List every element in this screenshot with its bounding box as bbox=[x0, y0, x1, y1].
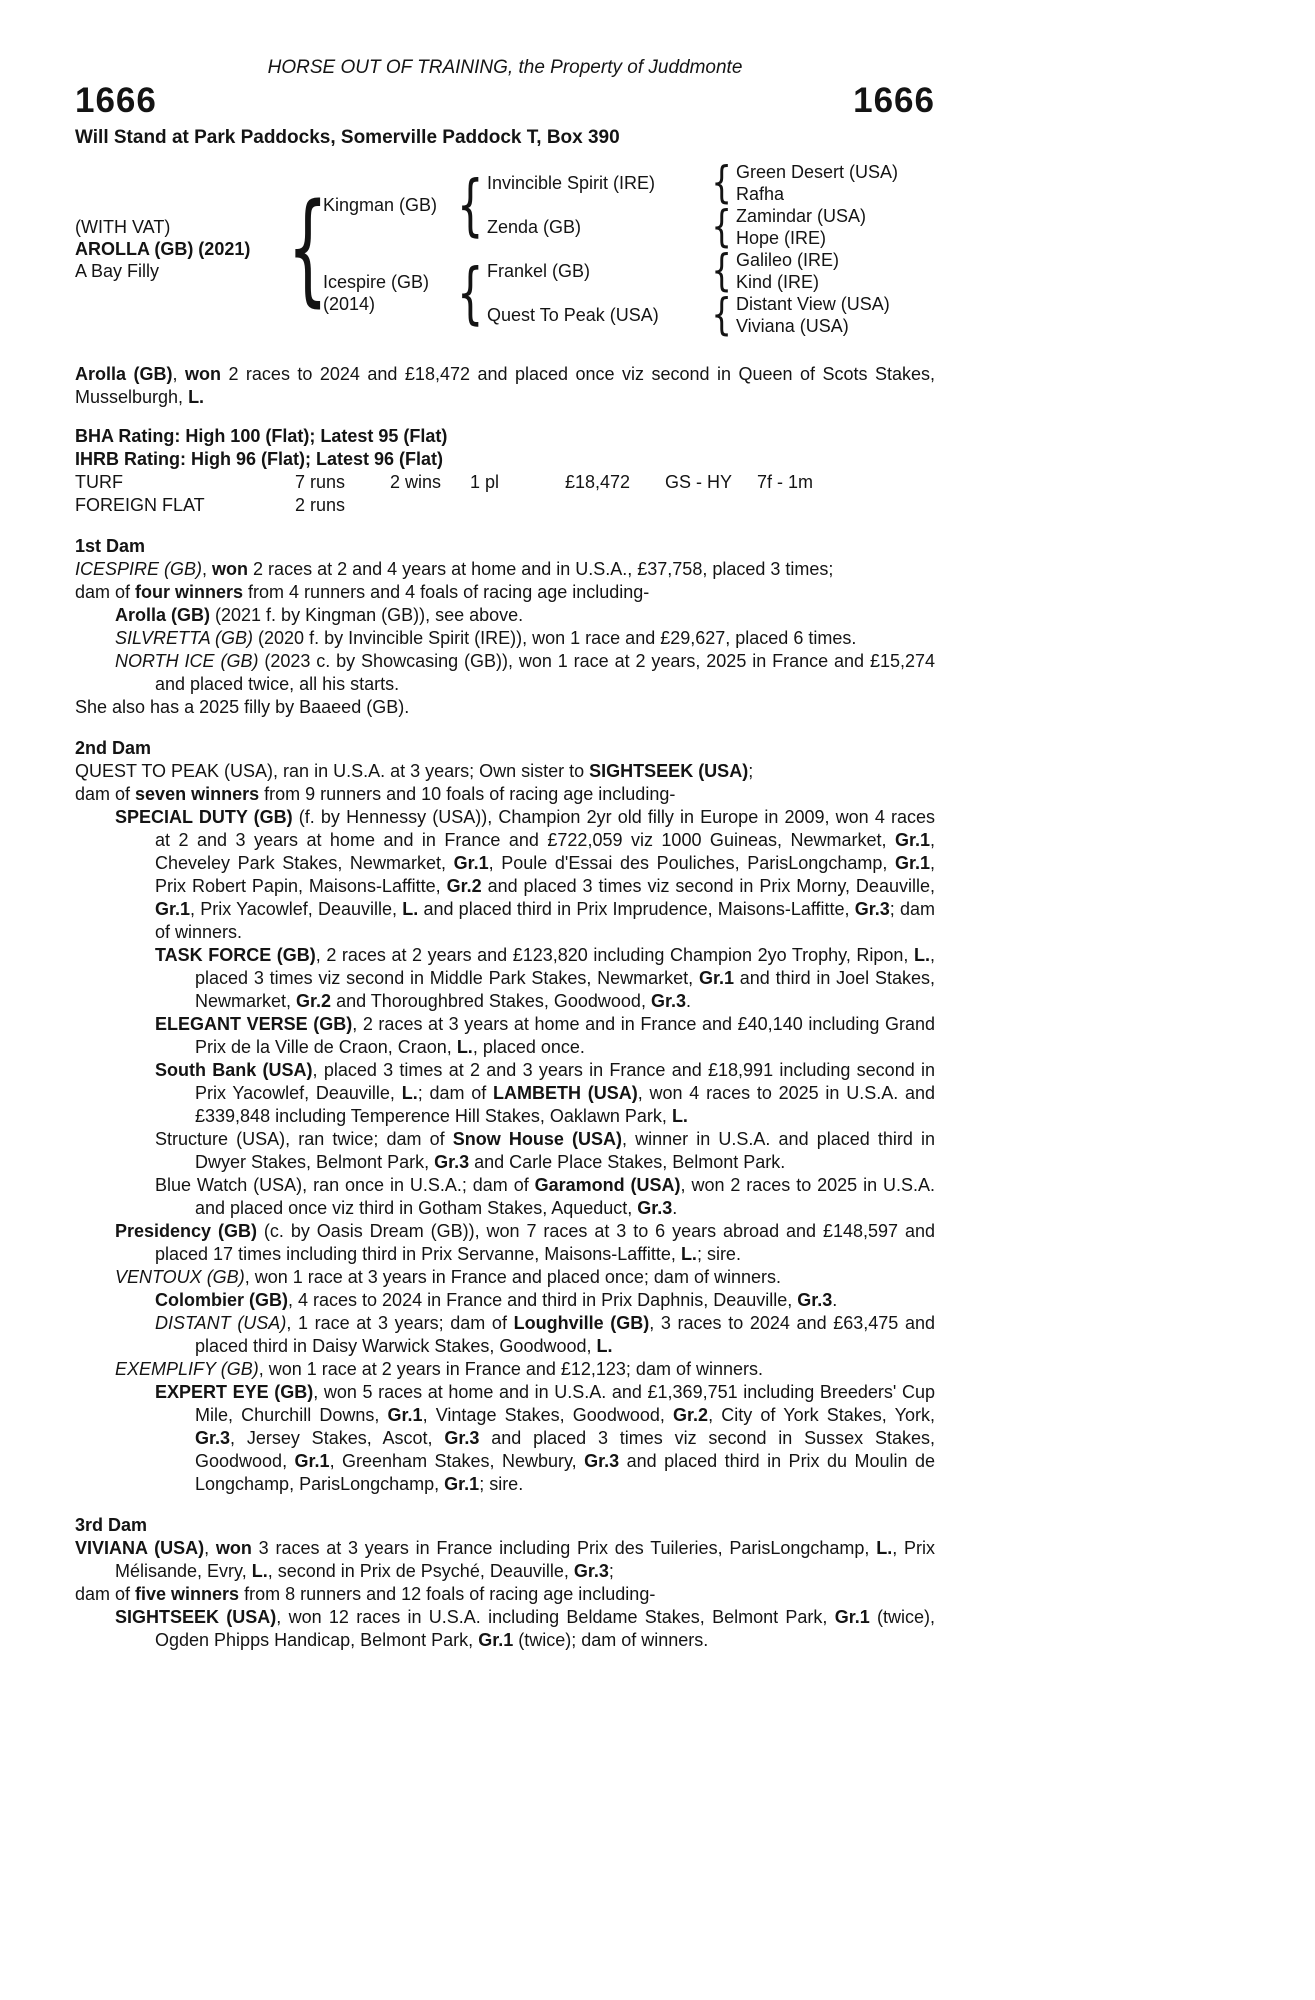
text-segment: SILVRETTA (GB) bbox=[115, 628, 254, 648]
text-segment: , Prix Mélisande, Evry, bbox=[115, 1538, 935, 1581]
text-segment: , placed 3 times at 2 and 3 years in France and £18,991 including second in Prix Yacowlef, Deauville, bbox=[195, 1060, 936, 1103]
text-segment: L. bbox=[402, 899, 419, 919]
text-segment: ; sire. bbox=[696, 1244, 741, 1264]
text-segment: L. bbox=[914, 945, 930, 965]
text-segment: Gr.1 bbox=[834, 1607, 870, 1627]
pedigree-gen3-6 bbox=[736, 293, 935, 315]
produce-silvretta bbox=[75, 627, 935, 650]
ancestor-name: Rafha bbox=[736, 184, 785, 204]
text-segment: 2 races to 2024 and £18,472 and placed once viz second in Queen of Scots Stakes, Musselburgh, bbox=[75, 364, 935, 407]
race-record-cell: FOREIGN FLAT bbox=[75, 495, 205, 515]
text-segment: . bbox=[685, 991, 691, 1011]
pedigree-sire bbox=[323, 161, 453, 249]
pedigree-gen3-3 bbox=[736, 227, 935, 249]
text-segment: LAMBETH (USA) bbox=[493, 1083, 638, 1103]
text-segment: Arolla (GB) bbox=[115, 605, 211, 625]
text-segment: Colombier (GB) bbox=[155, 1290, 288, 1310]
text-segment: Garamond (USA) bbox=[534, 1175, 681, 1195]
pedigree-gen3-0 bbox=[736, 161, 935, 183]
bha-rating bbox=[75, 425, 935, 448]
text-segment: and placed 3 times viz second in Sussex Stakes, Goodwood, bbox=[195, 1428, 935, 1471]
text-segment: L. bbox=[596, 1336, 613, 1356]
produce-south-bank bbox=[75, 1059, 935, 1128]
race-summary bbox=[75, 363, 935, 409]
text-segment: L. bbox=[671, 1106, 688, 1126]
text-segment: , Jersey Stakes, Ascot, bbox=[230, 1428, 445, 1448]
ancestor-name: Viviana (USA) bbox=[736, 316, 849, 336]
text-segment: and placed third in Prix du Moulin de Longchamp, ParisLongchamp, bbox=[195, 1451, 935, 1494]
text-segment: , Vintage Stakes, Goodwood, bbox=[422, 1405, 674, 1425]
pedigree-gen3-5 bbox=[736, 271, 935, 293]
text-segment: ; bbox=[748, 761, 754, 781]
pedigree-gen3-4 bbox=[736, 249, 935, 271]
text-segment: ; dam of winners. bbox=[155, 899, 935, 942]
ancestor-name: Zenda (GB) bbox=[487, 217, 582, 237]
pedigree-brace-icon bbox=[453, 249, 487, 337]
text-segment: Blue Watch (USA), ran once in U.S.A.; dam of bbox=[155, 1175, 535, 1195]
text-segment: and Thoroughbred Stakes, Goodwood, bbox=[331, 991, 651, 1011]
text-segment: , won 5 races at home and in U.S.A. and £1,369,751 including Breeders' Cup Mile, Churchill Downs, bbox=[195, 1382, 935, 1425]
text-segment: Gr.3 bbox=[573, 1561, 609, 1581]
text-segment: L. bbox=[251, 1561, 268, 1581]
text-segment: Gr.1 bbox=[444, 1474, 480, 1494]
pedigree-sire-sire bbox=[487, 161, 707, 205]
dam-year: (2014) bbox=[323, 294, 376, 314]
text-segment: , won 2 races to 2025 in U.S.A. and placed once viz third in Gotham Stakes, Aqueduct, bbox=[195, 1175, 936, 1218]
third-dam-summary bbox=[75, 1537, 935, 1583]
brace-glyph: { bbox=[287, 178, 329, 320]
produce-colombier bbox=[75, 1289, 935, 1312]
lot-number-right: 1666 bbox=[853, 81, 935, 120]
ancestor-name: Quest To Peak (USA) bbox=[487, 305, 659, 325]
text-segment: L. bbox=[188, 387, 205, 407]
text-segment: Loughville (GB) bbox=[513, 1313, 650, 1333]
brace-glyph: { bbox=[711, 156, 732, 208]
text-segment: , won 1 race at 3 years in France and placed once; dam of winners. bbox=[244, 1267, 781, 1287]
text-segment: Gr.3 bbox=[637, 1198, 673, 1218]
text-segment: and Carle Place Stakes, Belmont Park. bbox=[469, 1152, 786, 1172]
horse-description: A Bay Filly bbox=[75, 261, 160, 281]
text-segment: Gr.3 bbox=[584, 1451, 620, 1471]
text-segment: L. bbox=[456, 1037, 473, 1057]
text-segment: , bbox=[202, 559, 213, 579]
text-segment: EXPERT EYE (GB) bbox=[155, 1382, 314, 1402]
text-segment: BHA Rating: High 100 (Flat); Latest 95 (Flat) bbox=[75, 426, 448, 446]
brace-glyph: { bbox=[711, 288, 732, 340]
race-record-cell: TURF bbox=[75, 472, 123, 492]
text-segment: VENTOUX (GB) bbox=[115, 1267, 245, 1287]
text-segment: Gr.1 bbox=[294, 1451, 330, 1471]
race-record-cell: 2 wins bbox=[390, 472, 442, 492]
pedigree-gen3-7 bbox=[736, 315, 935, 337]
text-segment: SIGHTSEEK (USA) bbox=[115, 1607, 277, 1627]
text-segment: , 2 races at 2 years and £123,820 including Champion 2yo Trophy, Ripon, bbox=[315, 945, 914, 965]
text-segment: IHRB Rating: High 96 (Flat); Latest 96 (Flat) bbox=[75, 449, 444, 469]
produce-distant bbox=[75, 1312, 935, 1358]
text-segment: , Cheveley Park Stakes, Newmarket, bbox=[155, 830, 935, 873]
text-segment: ; dam of bbox=[417, 1083, 494, 1103]
text-segment: , won 12 races in U.S.A. including Beldame Stakes, Belmont Park, bbox=[276, 1607, 835, 1627]
pedigree-subject-block bbox=[75, 161, 293, 337]
race-record-cell: 1 pl bbox=[470, 472, 500, 492]
text-segment: EXEMPLIFY (GB) bbox=[115, 1359, 259, 1379]
pedigree-brace-icon bbox=[707, 288, 736, 340]
text-segment: Gr.3 bbox=[650, 991, 686, 1011]
text-segment: 3 races at 3 years in France including Prix des Tuileries, ParisLongchamp, bbox=[251, 1538, 877, 1558]
text-segment: L. bbox=[401, 1083, 418, 1103]
text-segment: seven winners bbox=[135, 784, 260, 804]
brace-glyph: { bbox=[711, 200, 732, 252]
text-segment: ICESPIRE (GB) bbox=[75, 559, 203, 579]
text-segment: ; bbox=[608, 1561, 614, 1581]
header-context-line: HORSE OUT OF TRAINING, the Property of Juddmonte bbox=[267, 57, 743, 78]
text-segment: Gr.2 bbox=[673, 1405, 709, 1425]
produce-sightseek bbox=[75, 1606, 935, 1652]
text-segment: from 9 runners and 10 foals of racing age including- bbox=[259, 784, 676, 804]
produce-ventoux bbox=[75, 1266, 935, 1289]
lot-number-row bbox=[75, 81, 935, 120]
text-segment: South Bank (USA) bbox=[155, 1060, 313, 1080]
text-segment: (2020 f. by Invincible Spirit (IRE)), won 1 race and £29,627, placed 6 times. bbox=[253, 628, 857, 648]
text-segment: , Prix Yacowlef, Deauville, bbox=[190, 899, 403, 919]
race-record-turf bbox=[75, 471, 935, 494]
text-segment: Gr.2 bbox=[446, 876, 482, 896]
text-segment: ; sire. bbox=[479, 1474, 524, 1494]
produce-structure bbox=[75, 1128, 935, 1174]
first-dam-heading: 1st Dam bbox=[75, 536, 146, 556]
brace-glyph: { bbox=[456, 165, 484, 244]
text-segment: (f. by Hennessy (USA)), Champion 2yr old filly in Europe in 2009, won 4 races at 2 and 3 years at home and in France and £722,059 viz 1000 Guineas, Newmarket, bbox=[155, 807, 936, 850]
ancestor-name: Distant View (USA) bbox=[736, 294, 890, 314]
text-segment: and placed third in Prix Imprudence, Maisons-Laffitte, bbox=[418, 899, 855, 919]
pedigree-brace-icon bbox=[453, 161, 487, 249]
text-segment: , City of York Stakes, York, bbox=[708, 1405, 935, 1425]
text-segment: and placed 3 times viz second in Prix Morny, Deauville, bbox=[481, 876, 935, 896]
ancestor-name: Hope (IRE) bbox=[736, 228, 827, 248]
text-segment: L. bbox=[876, 1538, 893, 1558]
text-segment: , won 4 races to 2025 in U.S.A. and £339,848 including Temperence Hill Stakes, Oaklawn Park, bbox=[195, 1083, 936, 1126]
text-segment: (twice), Ogden Phipps Handicap, Belmont Park, bbox=[155, 1607, 936, 1650]
text-segment: , 4 races to 2024 in France and third in Prix Daphnis, Deauville, bbox=[288, 1290, 798, 1310]
text-segment: , Prix Robert Papin, Maisons-Laffitte, bbox=[155, 853, 936, 896]
third-dam-produce-intro bbox=[75, 1583, 935, 1606]
pedigree-brace-icon bbox=[707, 244, 736, 296]
text-segment: , 3 races to 2024 and £63,475 and placed third in Daisy Warwick Stakes, Goodwood, bbox=[195, 1313, 935, 1356]
race-record-foreign-flat bbox=[75, 494, 935, 517]
text-segment: DISTANT (USA) bbox=[155, 1313, 287, 1333]
text-segment: dam of bbox=[75, 1584, 136, 1604]
text-segment: from 8 runners and 12 foals of racing age including- bbox=[239, 1584, 656, 1604]
ancestor-name: Kind (IRE) bbox=[736, 272, 820, 292]
pedigree-brace-icon bbox=[707, 156, 736, 208]
text-segment: Gr.1 bbox=[478, 1630, 514, 1650]
produce-elegant-verse bbox=[75, 1013, 935, 1059]
text-segment: (2023 c. by Showcasing (GB)), won 1 race at 2 years, 2025 in France and £15,274 and placed twice, all his starts. bbox=[155, 651, 936, 694]
produce-exemplify bbox=[75, 1358, 935, 1381]
text-segment: L. bbox=[680, 1244, 697, 1264]
produce-task-force bbox=[75, 944, 935, 1013]
text-segment: , bbox=[172, 364, 185, 384]
text-segment: She also has a 2025 filly by Baaeed (GB). bbox=[75, 697, 410, 717]
pedigree-dam-sire bbox=[487, 249, 707, 293]
text-segment: , Greenham Stakes, Newbury, bbox=[329, 1451, 585, 1471]
pedigree-dam-dam bbox=[487, 293, 707, 337]
text-segment: , 1 race at 3 years; dam of bbox=[286, 1313, 514, 1333]
race-record-cell: £18,472 bbox=[565, 472, 631, 492]
text-segment: Gr.2 bbox=[296, 991, 332, 1011]
text-segment: , winner in U.S.A. and placed third in Dwyer Stakes, Belmont Park, bbox=[195, 1129, 935, 1172]
text-segment: Gr.1 bbox=[894, 853, 930, 873]
text-segment: (2021 f. by Kingman (GB)), see above. bbox=[210, 605, 524, 625]
produce-special-duty bbox=[75, 806, 935, 944]
text-segment: (c. by Oasis Dream (GB)), won 7 races at 3 to 6 years abroad and £148,597 and placed 17 times including third in Prix Servanne, Maisons-Laffitte, bbox=[155, 1221, 935, 1264]
produce-expert-eye bbox=[75, 1381, 935, 1496]
ancestor-name: Frankel (GB) bbox=[487, 261, 591, 281]
produce-north-ice bbox=[75, 650, 935, 696]
text-segment: Gr.1 bbox=[387, 1405, 423, 1425]
lot-number-left: 1666 bbox=[75, 81, 157, 120]
brace-glyph: { bbox=[711, 244, 732, 296]
first-dam-produce-intro bbox=[75, 581, 935, 604]
ihrb-rating bbox=[75, 448, 935, 471]
race-record-cell: GS - HY bbox=[665, 472, 733, 492]
horse-name: AROLLA (GB) (2021) bbox=[75, 239, 251, 259]
text-segment: . bbox=[832, 1290, 838, 1310]
text-segment: QUEST TO PEAK (USA), ran in U.S.A. at 3 years; Own sister to bbox=[75, 761, 590, 781]
text-segment: Arolla (GB) bbox=[75, 364, 173, 384]
ancestor-name: Green Desert (USA) bbox=[736, 162, 899, 182]
text-segment: Presidency (GB) bbox=[115, 1221, 257, 1241]
pedigree-brace-icon bbox=[707, 200, 736, 252]
text-segment: VIVIANA (USA) bbox=[75, 1538, 205, 1558]
pedigree-gen3-2 bbox=[736, 205, 935, 227]
stand-location-line: Will Stand at Park Paddocks, Somerville Paddock T, Box 390 bbox=[75, 127, 620, 148]
text-segment: Gr.1 bbox=[698, 968, 734, 988]
dam-name: Icespire (GB) bbox=[323, 272, 430, 292]
text-segment: Gr.3 bbox=[434, 1152, 470, 1172]
race-record-cell: 7f - 1m bbox=[757, 472, 814, 492]
text-segment: from 4 runners and 4 foals of racing age including- bbox=[243, 582, 650, 602]
text-segment: . bbox=[672, 1198, 678, 1218]
text-segment: Gr.1 bbox=[453, 853, 489, 873]
text-segment: , placed 3 times viz second in Middle Park Stakes, Newmarket, bbox=[195, 945, 936, 988]
produce-arolla bbox=[75, 604, 935, 627]
brace-glyph: { bbox=[456, 253, 484, 332]
text-segment: won bbox=[184, 364, 221, 384]
text-segment: (twice); dam of winners. bbox=[513, 1630, 709, 1650]
text-segment: ELEGANT VERSE (GB) bbox=[155, 1014, 353, 1034]
text-segment: won bbox=[212, 559, 249, 579]
text-segment: Gr.3 bbox=[195, 1428, 231, 1448]
text-segment: 2 races at 2 and 4 years at home and in U.S.A., £37,758, placed 3 times; bbox=[248, 559, 834, 579]
pedigree-sire-dam bbox=[487, 205, 707, 249]
vat-note: (WITH VAT) bbox=[75, 217, 171, 237]
ancestor-name: Invincible Spirit (IRE) bbox=[487, 173, 656, 193]
produce-presidency bbox=[75, 1220, 935, 1266]
page-content bbox=[75, 56, 935, 1652]
text-segment: NORTH ICE (GB) bbox=[115, 651, 259, 671]
text-segment: Gr.1 bbox=[894, 830, 930, 850]
text-segment: Gr.3 bbox=[854, 899, 890, 919]
text-segment: dam of bbox=[75, 582, 136, 602]
first-dam-summary bbox=[75, 558, 935, 581]
text-segment: won bbox=[215, 1538, 252, 1558]
text-segment: , Poule d'Essai des Pouliches, ParisLongchamp, bbox=[488, 853, 895, 873]
text-segment: Structure (USA), ran twice; dam of bbox=[155, 1129, 453, 1149]
race-record-cell: 2 runs bbox=[295, 495, 346, 515]
pedigree-brace-icon bbox=[287, 161, 329, 337]
text-segment: and third in Joel Stakes, Newmarket, bbox=[195, 968, 935, 1011]
text-segment: , won 1 race at 2 years in France and £12,123; dam of winners. bbox=[258, 1359, 763, 1379]
ancestor-name: Zamindar (USA) bbox=[736, 206, 867, 226]
text-segment: five winners bbox=[135, 1584, 240, 1604]
text-segment: , second in Prix de Psyché, Deauville, bbox=[267, 1561, 574, 1581]
text-segment: Snow House (USA) bbox=[452, 1129, 623, 1149]
race-record-cell: 7 runs bbox=[295, 472, 346, 492]
text-segment: , placed once. bbox=[472, 1037, 585, 1057]
text-segment: TASK FORCE (GB) bbox=[155, 945, 316, 965]
catalogue-text bbox=[75, 363, 935, 1652]
pedigree-dam bbox=[323, 249, 453, 337]
pedigree-gen3-1 bbox=[736, 183, 935, 205]
text-segment: four winners bbox=[135, 582, 244, 602]
sire-name: Kingman (GB) bbox=[323, 195, 438, 215]
text-segment: Gr.1 bbox=[155, 899, 191, 919]
text-segment: Gr.3 bbox=[444, 1428, 480, 1448]
third-dam-heading: 3rd Dam bbox=[75, 1515, 148, 1535]
text-segment: SIGHTSEEK (USA) bbox=[589, 761, 749, 781]
first-dam-note bbox=[75, 696, 935, 719]
text-segment: Gr.3 bbox=[797, 1290, 833, 1310]
second-dam-heading: 2nd Dam bbox=[75, 738, 152, 758]
produce-blue-watch bbox=[75, 1174, 935, 1220]
pedigree-table bbox=[75, 156, 935, 340]
text-segment: dam of bbox=[75, 784, 136, 804]
second-dam-summary bbox=[75, 760, 935, 783]
text-segment: , bbox=[204, 1538, 216, 1558]
text-segment: SPECIAL DUTY (GB) bbox=[115, 807, 293, 827]
text-segment: , 2 races at 3 years at home and in France and £40,140 including Grand Prix de la Ville de Craon, Craon, bbox=[195, 1014, 935, 1057]
ancestor-name: Galileo (IRE) bbox=[736, 250, 840, 270]
second-dam-produce-intro bbox=[75, 783, 935, 806]
